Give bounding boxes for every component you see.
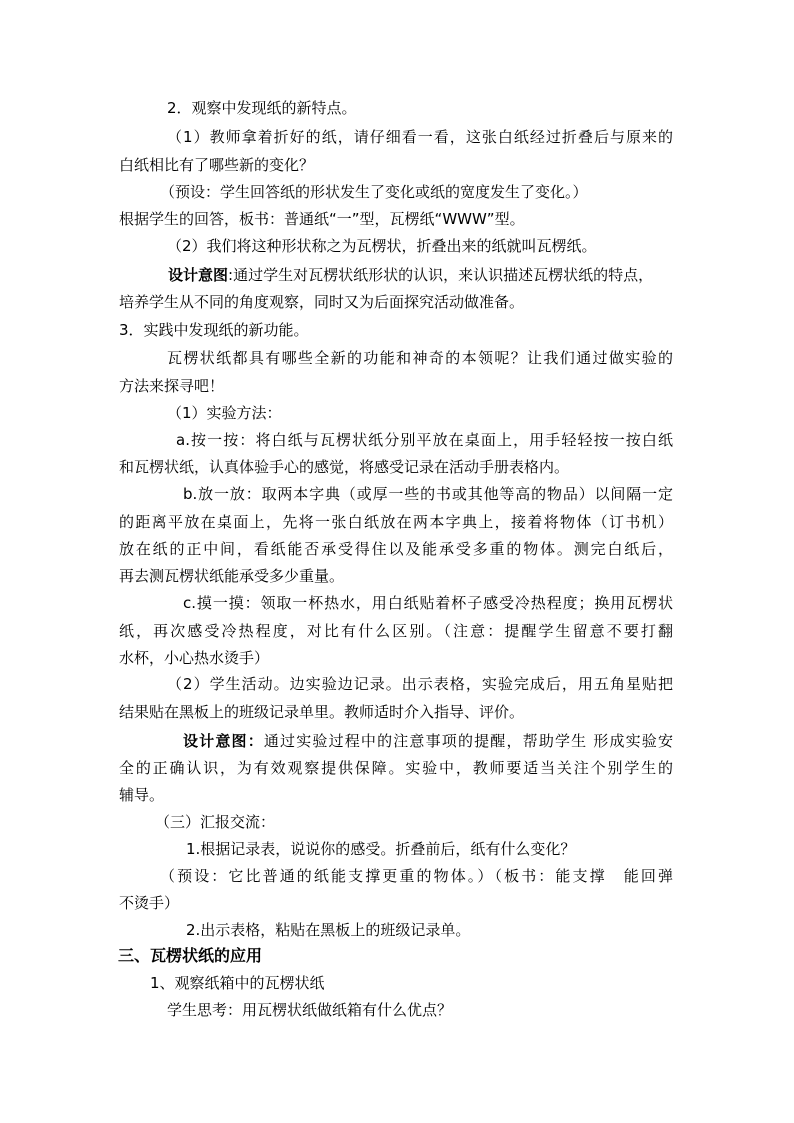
paragraph-line: 2.出示表格，粘贴在黑板上的班级记录单。 [186,921,471,939]
part3-heading: 三、瓦楞状纸的应用 [118,946,263,965]
paragraph-line: 放在纸的正中间，看纸能否承受得住以及能承受多重的物体。测完白纸后， [119,540,673,558]
paragraph-line: c.摸一摸：领取一杯热水，用白纸贴着杯子感受冷热程度；换用瓦楞状 [183,594,673,612]
paragraph-line: 不烫手） [119,894,180,912]
report-heading: （三）汇报交流： [155,813,276,831]
paragraph-line: b.放一放：取两本字典（或厚一些的书或其他等高的物品）以间隔一定 [183,485,673,503]
paragraph-line: 结果贴在黑板上的班级记录单里。教师适时介入指导、评价。 [119,703,525,721]
paragraph-line: 1.根据记录表，说说你的感受。折叠前后，纸有什么变化？ [186,840,576,858]
paragraph-line: （预设：它比普通的纸能支撑更重的物体。）（板书：能支撑 能回弹 [160,867,673,885]
paragraph-line: （预设：学生回答纸的形状发生了变化或纸的宽度发生了变化。） [160,183,588,201]
paragraph-line: 再去测瓦楞状纸能承受多少重量。 [119,567,345,585]
paragraph-line: 和瓦楞状纸，认真体验手心的感觉，将感受记录在活动手册表格内。 [119,458,570,476]
paragraph-line: （1）教师拿着折好的纸，请仔细看一看，这张白纸经过折叠后与原来的 [167,128,673,146]
paragraph-line: 的距离平放在桌面上，先将一张白纸放在两本字典上，接着将物体（订书机） [119,513,673,531]
design-intent-text: 通过实验过程中的注意事项的提醒，帮助学生 形成实验安 [263,732,673,750]
design-intent-1 [168,265,653,285]
paragraph-line: a.按一按：将白纸与瓦楞状纸分别平放在桌面上，用手轻轻按一按白纸 [176,431,673,449]
paragraph-line: 全的正确认识，为有效观察提供保障。实验中，教师要适当关注个别学生的 [119,759,673,777]
paragraph-line: 培养学生从不同的角度观察，同时又为后面探究活动做准备。 [119,293,525,311]
design-intent-label: 设计意图： [183,732,264,750]
paragraph-line: 瓦楞状纸都具有哪些全新的功能和神奇的本领呢？让我们通过做实验的 [167,349,673,367]
section3-heading: 3．实践中发现纸的新功能。 [119,321,309,339]
paragraph-line: 白纸相比有了哪些新的变化？ [119,156,315,174]
section2-heading: 2．观察中发现纸的新特点。 [167,99,357,117]
paragraph-line: 水杯，小心热水烫手） [119,649,270,667]
paragraph-line: 辅导。 [119,786,165,804]
subheading: 1、观察纸箱中的瓦楞状纸 [150,974,325,992]
paragraph-line: 方法来探寻吧！ [119,377,225,395]
paragraph-line: （2）我们将这种形状称之为瓦楞状，折叠出来的纸就叫瓦楞纸。 [167,237,597,255]
paragraph-line: 纸，再次感受冷热程度，对比有什么区别。（注意：提醒学生留意不要打翻 [119,622,673,640]
design-intent-text: :通过学生对瓦楞状纸形状的认识，来认识描述瓦楞状纸的特点， [228,266,654,284]
method-heading: （1）实验方法： [167,404,282,422]
design-intent-label: 设计意图 [168,266,229,284]
paragraph-line: 学生思考：用瓦楞状纸做纸箱有什么优点？ [167,1001,453,1019]
design-intent-2 [183,731,673,751]
paragraph-line: 根据学生的回答，板书：普通纸“一”型，瓦楞纸“WWW”型。 [119,210,525,228]
paragraph-line: （2）学生活动。边实验边记录。出示表格，实验完成后，用五角星贴把 [167,675,673,693]
